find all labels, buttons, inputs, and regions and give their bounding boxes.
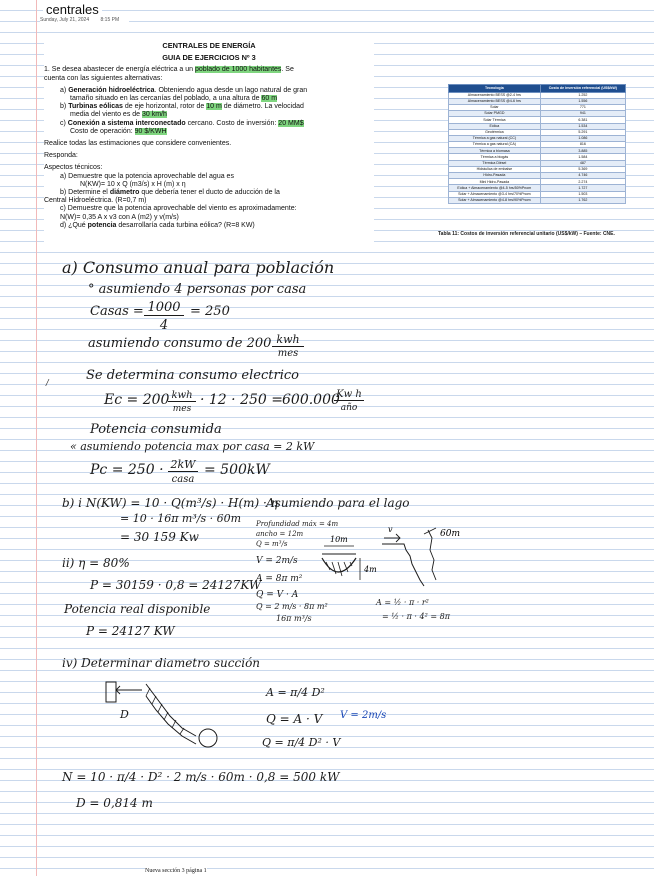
note-iv-title: iv) Determinar diametro succión	[62, 656, 261, 670]
cost-table-cost-cell: 816	[540, 142, 625, 148]
note-area-eq: A = ½ · π · r²	[376, 598, 429, 607]
cost-table-tech-cell: Almacenamiento BESS @4-6 hrs	[449, 98, 541, 104]
cost-table-tech-cell: Solar Térmica	[449, 117, 541, 123]
cost-table-tech-cell: Geotérmica	[449, 129, 541, 135]
note-consumo-unit-num: kwh	[272, 333, 304, 347]
cost-table-row	[449, 197, 626, 203]
question-1-line2: cuenta con las siguientes alternativas:	[44, 74, 163, 82]
note-d-result: D = 0,814 m	[76, 796, 153, 810]
lake-cross-section	[322, 546, 360, 580]
note-pc-den: casa	[171, 474, 195, 485]
note-b-i-line2: = 10 · 16π m³/s · 60m	[120, 512, 242, 525]
option-a-bold: Generación hidroeléctrica	[68, 86, 155, 94]
cost-table-tech-cell: Térmica a biogás	[449, 154, 541, 160]
option-c-bold: Conexión a sistema interconectado	[67, 119, 186, 127]
option-a-text: . Obteniendo agua desde un lago natural de gran	[154, 86, 308, 94]
option-b-label: b)	[60, 103, 67, 111]
tech-d	[44, 222, 374, 230]
note-lago-title: Asumiendo para el lago	[266, 496, 410, 510]
option-c	[44, 120, 374, 128]
note-casas-lhs: Casas =	[90, 304, 144, 319]
cost-table-tech-cell: Térmica Diésel	[449, 160, 541, 166]
sheet-title-1: CENTRALES DE ENERGÍA	[162, 41, 256, 50]
note-ec-result: 600.000	[282, 392, 340, 408]
note-a-eq: A = 8π m²	[256, 574, 303, 584]
note-pc-lhs: Pc = 250 ·	[90, 462, 164, 478]
lake-width-label: 10m	[330, 535, 348, 544]
note-ec-res-num: Kw h	[334, 389, 364, 401]
note-casas-num: 1000	[144, 300, 184, 316]
cost-table-cost-cell: 5.369	[540, 166, 625, 172]
note-b-ii-p: P = 30159 · 0,8 = 24127KW	[90, 578, 262, 592]
cost-table-tech-cell: Almacenamiento BESS @2-4 hrs	[449, 92, 541, 98]
cost-table-cost-cell: 1.727	[540, 185, 625, 191]
tech-b-bold: diámetro	[109, 189, 140, 197]
note-ancho: ancho = 12m	[256, 530, 304, 538]
note-p-final: P = 24127 KW	[86, 624, 175, 638]
cost-table-tech-cell: Solar + Almacenamiento @4-8 hrs/90%Pnom	[449, 197, 541, 203]
height-label: 60m	[440, 529, 460, 539]
cost-table-cost-cell: 4.746	[540, 173, 625, 179]
option-b-text2: de diámetro. La velocidad	[223, 103, 304, 111]
turbine-circle	[199, 729, 217, 747]
tech-d-text: desarrollaría cada turbina eólica? (R=8 KW)	[118, 221, 255, 229]
note-q-def: Q = m³/s	[256, 540, 288, 548]
note-consumo-unit-den: mes	[277, 348, 299, 359]
aspectos-text: Aspectos técnicos:	[44, 164, 103, 172]
cost-table-tech-cell: Hidro-Pasada	[449, 173, 541, 179]
note-a-title: a) Consumo anual para población	[62, 258, 335, 277]
note-mark: /	[46, 378, 49, 387]
page-date	[40, 17, 129, 23]
option-a-line2-text: tamaño situado en las cercanías del poblado, a una altura de	[70, 95, 260, 103]
cost-table-cost-cell: 1.086	[540, 135, 625, 141]
option-c-line2-text: Costo de operación:	[70, 127, 133, 135]
option-b-line2	[44, 111, 374, 119]
q1-post: . Se	[281, 66, 294, 74]
note-q-va: Q = V · A	[256, 590, 299, 600]
page-date-text: Sunday, July 21, 2024	[40, 17, 90, 23]
cost-table-cost-cell: 1.534	[540, 123, 625, 129]
tech-b-text: que debería tener el ducto de aducción de la	[141, 189, 280, 197]
cost-table-cost-cell: 1.584	[540, 154, 625, 160]
cost-table-cost-cell: 1.762	[540, 197, 625, 203]
note-q-av: Q = A · V	[266, 712, 323, 726]
penstock-sketch	[382, 528, 436, 586]
q1-pre: 1. Se desea abastecer de energía eléctrica a un	[44, 66, 194, 74]
note-potencia-consumida: Potencia consumida	[90, 422, 222, 437]
option-c-line2	[44, 128, 374, 136]
option-a-label: a)	[60, 86, 67, 94]
option-b-line2-text: media del viento es de	[70, 111, 141, 119]
tech-a: a) Demuestre que la potencia aprovechable del agua es	[60, 172, 234, 180]
tech-b-pre: b) Determine el	[60, 189, 108, 197]
option-b-highlight-1: 10 m	[206, 103, 222, 111]
cost-table-tech-cell: Térmica a biomasa	[449, 148, 541, 154]
cost-table-body	[449, 92, 626, 203]
tech-a-formula: N(KW)= 10 x Q (m3/s) x H (m) x η	[80, 180, 186, 188]
note-a-pi: A = π/4 D²	[266, 686, 325, 699]
cost-table-cost-cell: 6.381	[540, 117, 625, 123]
cost-table-tech-cell: Eólica + Almacenamiento @4-5 hrs/50%Pnom	[449, 185, 541, 191]
cost-table-tech-cell: Hidráulica de embalse	[449, 166, 541, 172]
tech-d-bold: potencia	[87, 221, 117, 229]
note-ec-unit-den: mes	[172, 404, 192, 414]
note-b-ii: ii) η = 80%	[62, 556, 130, 570]
note-casas-den: 4	[159, 318, 169, 333]
option-c-highlight-1: 20 MM$	[278, 119, 304, 127]
realice-text: Realice todas las estimaciones que considere convenientes.	[44, 140, 232, 148]
responda-text: Responda:	[44, 152, 78, 160]
cost-table-cost-cell: 1.252	[540, 92, 625, 98]
option-c-label: c)	[60, 119, 66, 127]
note-se-determina: Se determina consumo electrico	[86, 368, 299, 383]
option-b-bold: Turbinas eólicas	[68, 103, 123, 111]
note-area-calc: = ½ · π · 4² = 8π	[382, 612, 450, 621]
cost-table-header-tech: Tecnología	[449, 85, 541, 93]
option-b-highlight-2: 30 km/h	[142, 111, 167, 119]
page-title[interactable]: centrales	[43, 2, 102, 17]
option-b	[44, 103, 374, 111]
lake-sketch	[300, 520, 480, 600]
tech-b	[44, 189, 374, 197]
cost-table-header-row	[449, 85, 626, 93]
question-1	[44, 66, 374, 74]
tech-c-formula: N(W)= 0,35 A x v3 con A (m2) y v(m/s)	[60, 213, 179, 221]
tech-c: c) Demuestre que la potencia aprovechable del viento es aproximadamente:	[60, 205, 297, 213]
cost-table-cost-cell: 3.885	[540, 148, 625, 154]
note-q-full: Q = π/4 D² · V	[262, 736, 341, 749]
cost-table-tech-cell: Mini Hidro-Pasada	[449, 179, 541, 185]
note-a-assume: ° asumiendo 4 personas por casa	[88, 282, 307, 297]
pipe-wall-bottom	[146, 696, 196, 744]
note-b-i: b) i N(KW) = 10 · Q(m³/s) · H(m) · η	[62, 496, 278, 510]
cost-table-cost-cell: 1.556	[540, 98, 625, 104]
option-a	[44, 87, 374, 95]
cost-table-tech-cell: Solar + Almacenamiento @3-4 hrs/70%Pnom	[449, 191, 541, 197]
velocity-label: v	[388, 525, 393, 534]
pipe-section	[106, 682, 116, 702]
tech-b-line2: Central Hidroeléctrica. (R=0,7 m)	[44, 197, 147, 205]
cost-table-header-cost: Costo de inversión referencial (US$/kW)	[540, 85, 625, 93]
cost-table-cost-cell: 2.274	[540, 179, 625, 185]
note-b-i-line3: = 30 159 Kw	[120, 530, 199, 544]
note-prof: Profundidad máx = 4m	[256, 520, 339, 528]
cost-table-cost-cell: 771	[540, 104, 625, 110]
cost-table-tech-cell: Térmica a gas natural (CC)	[449, 135, 541, 141]
sheet-title-2: GUIA DE EJERCICIOS Nº 3	[162, 53, 256, 63]
note-casas-rhs: = 250	[190, 304, 230, 319]
cost-table-tech-cell: Solar PMGD	[449, 111, 541, 117]
note-ec-mid: · 12 · 250 =	[200, 392, 283, 408]
note-ec-unit-num: kwh	[168, 390, 196, 402]
note-q-calc: Q = 2 m/s · 8π m²	[256, 602, 328, 611]
page-margin-line	[36, 0, 37, 876]
cost-table-tech-cell: Térmica a gas natural (CA)	[449, 142, 541, 148]
cost-table	[448, 84, 626, 204]
lake-depth-label: 4m	[364, 565, 377, 574]
option-a-highlight: 60 m	[261, 95, 278, 103]
note-v-blue: V = 2m/s	[340, 710, 387, 721]
page-time-text: 8:15 PM	[100, 17, 120, 23]
cost-table-cost-cell: 941	[540, 111, 625, 117]
cost-table-tech-cell: Eólica	[449, 123, 541, 129]
note-potencia-real: Potencia real disponible	[64, 602, 211, 616]
note-v-eq: V = 2m/s	[256, 556, 298, 566]
cost-table-cost-cell: 5.291	[540, 129, 625, 135]
note-q-res: 16π m³/s	[276, 614, 312, 623]
cost-table-cost-cell: 487	[540, 160, 625, 166]
cost-table-tech-cell: Solar	[449, 104, 541, 110]
page-footer: Nueva sección 3 página 1	[145, 868, 207, 874]
note-asumiendo-pot: « asumiendo potencia max por casa = 2 kW	[70, 440, 315, 453]
tech-d-pre: d) ¿Qué	[60, 221, 86, 229]
exercise-sheet	[44, 38, 374, 244]
option-a-line2	[44, 95, 374, 103]
cost-table-caption: Tabla 11: Costos de inversión referencial unitario (US$/kW) – Fuente: CNE.	[438, 231, 615, 237]
option-c-text: cercano. Costo de inversión:	[187, 119, 277, 127]
note-pc-num: 2kW	[168, 458, 198, 472]
q1-highlight: poblado de 1000 habitantes	[195, 66, 282, 74]
pipe-wall-top	[146, 684, 196, 736]
option-b-text: de eje horizontal, rotor de	[124, 103, 205, 111]
cost-table-cost-cell: 1.503	[540, 191, 625, 197]
note-ec-lhs: Ec = 200	[104, 392, 170, 408]
note-ec-res-den: año	[340, 403, 358, 413]
note-diameter-label: D	[120, 708, 129, 721]
note-n-eq: N = 10 · π/4 · D² · 2 m/s · 60m · 0,8 = 500 kW	[62, 770, 340, 784]
note-pc-rhs: = 500kW	[204, 462, 270, 478]
option-c-highlight-2: 90 $/KWH	[134, 127, 167, 135]
note-consumo-pre: asumiendo consumo de 200	[88, 336, 272, 351]
